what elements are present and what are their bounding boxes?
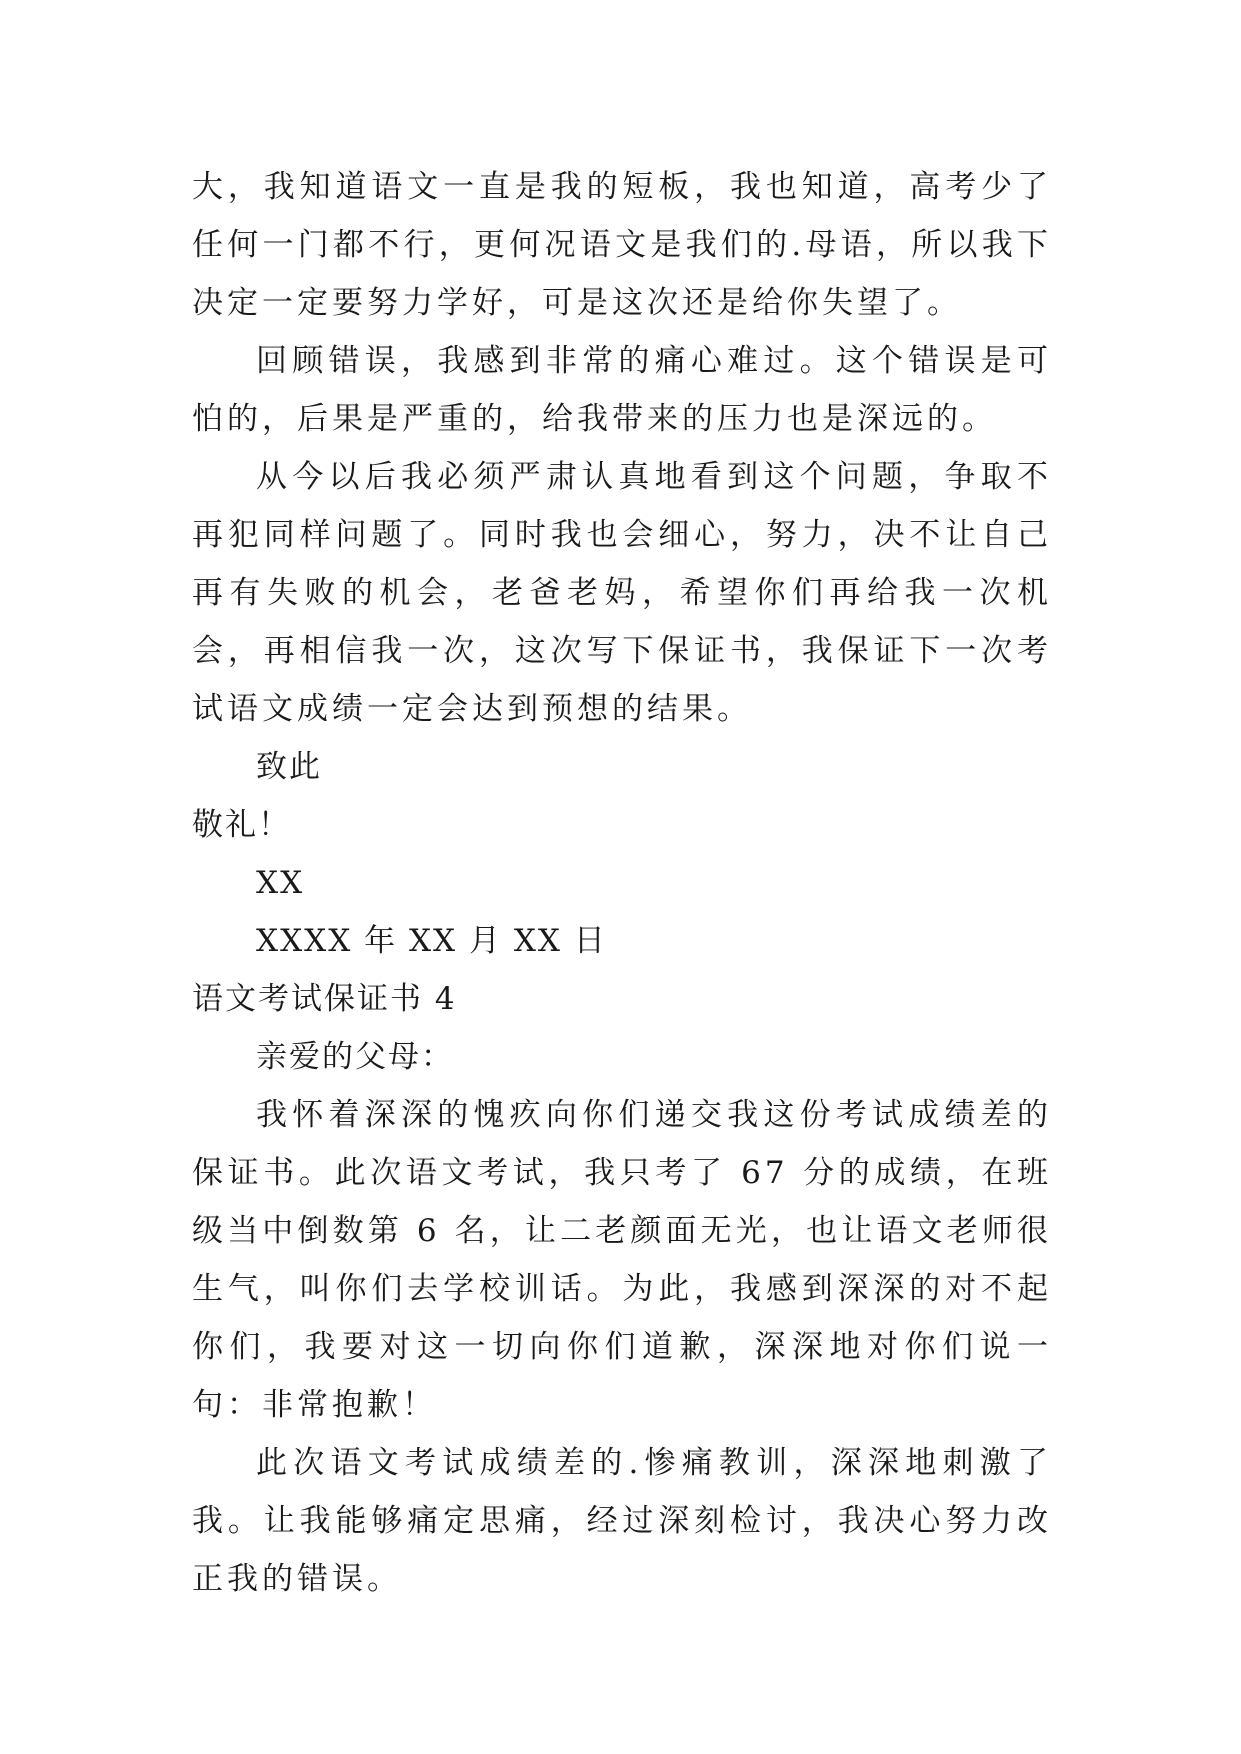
paragraph-apology: 我怀着深深的愧疚向你们递交我这份考试成绩差的保证书。此次语文考试，我只考了 67 分的成绩，在班级当中倒数第 6 名，让二老颜面无光，也让语文老师很生气，叫你们去学校训话。为此，我感到深深的对不起你们，我要对这一切向你们道歉，深深地对你们说一句：非常抱歉！: [192, 1097, 1052, 1423]
salute-line: 敬礼！: [192, 807, 291, 843]
date-line: XXXX 年 XX 月 XX 日: [256, 923, 607, 959]
signature-line: XX: [256, 865, 305, 901]
paragraph-reflection: 回顾错误，我感到非常的痛心难过。这个错误是可怕的，后果是严重的，给我带来的压力也是深远的。: [192, 343, 1052, 437]
greeting-line: 亲爱的父母：: [256, 1039, 454, 1075]
closing-line: 致此: [256, 749, 322, 785]
paragraph-promise: 从今以后我必须严肃认真地看到这个问题，争取不再犯同样问题了。同时我也会细心，努力，决不让自己再有失败的机会，老爸老妈，希望你们再给我一次机会，再相信我一次，这次写下保证书，我保证下一次考试语文成绩一定会达到预想的结果。: [192, 459, 1052, 727]
paragraph-continuation: 大，我知道语文一直是我的短板，我也知道，高考少了任何一门都不行，更何况语文是我们的.母语，所以我下决定一定要努力学好，可是这次还是给你失望了。: [192, 169, 1052, 321]
document-body: [192, 158, 1052, 1608]
section-title: 语文考试保证书 4: [192, 981, 457, 1017]
paragraph-lesson: 此次语文考试成绩差的.惨痛教训，深深地刺激了我。让我能够痛定思痛，经过深刻检讨，我决心努力改正我的错误。: [192, 1445, 1052, 1597]
